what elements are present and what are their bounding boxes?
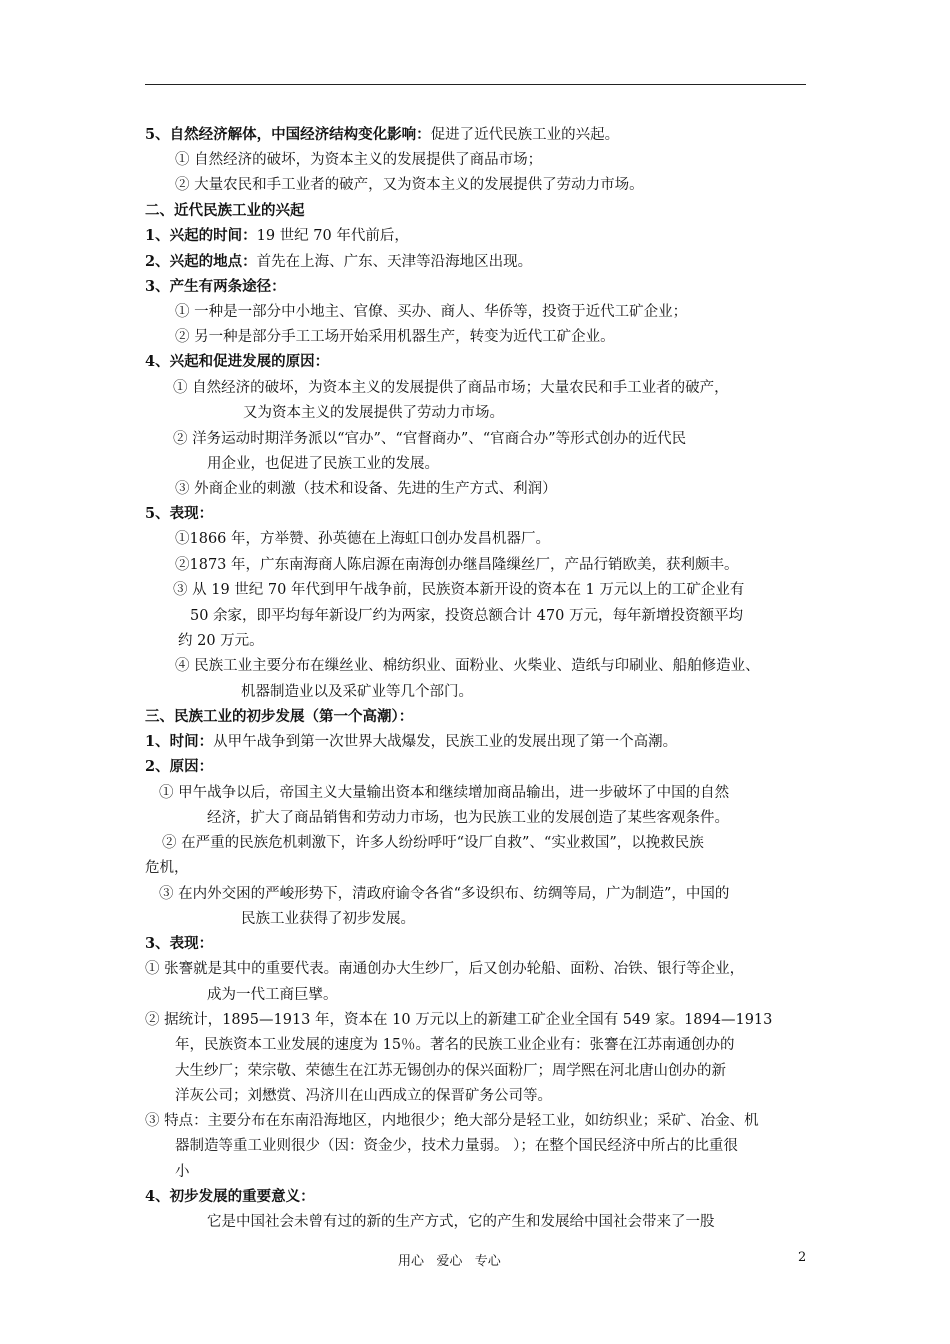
- heading-label: 三、民族工业的初步发展（第一个高潮）：: [145, 708, 414, 725]
- text-line: [175, 151, 542, 169]
- body-text: ① 自然经济的破坏，为资本主义的发展提供了商品市场；: [175, 152, 543, 168]
- body-text: 民族工业获得了初步发展。: [241, 911, 415, 927]
- text-line: [207, 986, 338, 1004]
- text-line: [207, 455, 439, 473]
- text-line: [175, 1062, 726, 1080]
- text-line: [178, 632, 264, 650]
- heading-label: 2、兴起的地点：: [145, 253, 257, 270]
- text-line: [145, 1112, 759, 1130]
- body-text: ② 在严重的民族危机刺激下，许多人纷纷呼吁“设厂自救”、“实业救国”，以挽救民族: [162, 835, 704, 851]
- heading-label: 3、产生有两条途径：: [145, 278, 286, 295]
- body-text: 50 余家，即平均每年新设厂约为两家，投资总额合计 470 万元，每年新增投资额平均: [190, 608, 743, 624]
- text-line: [175, 657, 760, 675]
- body-text: 经济，扩大了商品销售和劳动力市场，也为民族工业的发展创造了某些客观条件。: [207, 810, 729, 826]
- section-heading-line: [145, 708, 413, 726]
- section-heading-line: [145, 278, 286, 296]
- text-line: [145, 960, 744, 978]
- body-text: ① 一种是一部分中小地主、官僚、买办、商人、华侨等，投资于近代工矿企业；: [175, 304, 688, 320]
- body-text: 又为资本主义的发展提供了劳动力市场。: [243, 405, 504, 421]
- text-line: [159, 784, 729, 802]
- text-line: [145, 1011, 772, 1029]
- body-text: ① 自然经济的破坏，为资本主义的发展提供了商品市场；大量农民和手工业者的破产，: [173, 380, 729, 396]
- body-text: 19 世纪 70 年代前后，: [256, 228, 409, 244]
- text-line: [175, 556, 739, 574]
- text-line: [175, 480, 557, 498]
- text-line: [173, 379, 729, 397]
- body-text: 它是中国社会未曾有过的新的生产方式，它的产生和发展给中国社会带来了一股: [207, 1214, 715, 1230]
- heading-label: 二、近代民族工业的兴起: [145, 202, 305, 219]
- body-text: ③ 从 19 世纪 70 年代到甲午战争前，民族资本新开设的资本在 1 万元以上的工矿企业有: [173, 582, 745, 598]
- body-text: 大生纱厂；荣宗敬、荣德生在江苏无锡创办的保兴面粉厂；周学熙在河北唐山创办的新: [175, 1063, 726, 1079]
- body-text: 年，民族资本工业发展的速度为 15％。著名的民族工业企业有：张謇在江苏南通创办的: [175, 1037, 735, 1053]
- heading-label: 3、表现：: [145, 935, 214, 952]
- body-text: ②1873 年，广东南海商人陈启源在南海创办继昌隆缫丝厂，产品行销欧美，获利颇丰。: [175, 557, 739, 573]
- section-heading-line: [145, 935, 213, 953]
- body-text: ① 甲午战争以后，帝国主义大量输出资本和继续增加商品输出，进一步破坏了中国的自然: [159, 785, 730, 801]
- body-text: ② 另一种是部分手工工场开始采用机器生产，转变为近代工矿企业。: [175, 329, 615, 345]
- text-line: [175, 1137, 738, 1155]
- section-heading-line: [145, 733, 677, 751]
- page-number: 2: [798, 1250, 807, 1265]
- text-line: [241, 910, 415, 928]
- footer-motto: 用心 爱心 专心: [398, 1254, 501, 1269]
- section-heading-line: [145, 353, 329, 371]
- body-text: ② 洋务运动时期洋务派以“官办”、“官督商办”、“官商合办”等形式创办的近代民: [173, 431, 687, 447]
- body-text: 成为一代工商巨擘。: [207, 987, 338, 1003]
- body-text: ③ 在内外交困的严峻形势下，清政府谕令各省“多设织布、纺绸等局，广为制造”，中国的: [159, 886, 730, 902]
- heading-label: 1、兴起的时间：: [145, 227, 257, 244]
- body-text: ④ 民族工业主要分布在缫丝业、棉纺织业、面粉业、火柴业、造纸与印刷业、船舶修造业、: [175, 658, 760, 674]
- section-heading-line: [145, 202, 305, 220]
- text-line: [173, 581, 744, 599]
- body-text: ③ 特点：主要分布在东南沿海地区，内地很少；绝大部分是轻工业，如纺织业；采矿、冶金、机: [145, 1113, 759, 1129]
- section-heading-line: [145, 227, 409, 245]
- text-line: [175, 1163, 190, 1181]
- body-text: 从甲午战争到第一次世界大战爆发，民族工业的发展出现了第一个高潮。: [213, 734, 678, 750]
- text-line: [162, 834, 704, 852]
- body-text: 约 20 万元。: [178, 633, 264, 649]
- body-text: 器制造等重工业则很少（因：资金少，技术力量弱。 ）；在整个国民经济中所占的比重很: [175, 1138, 738, 1154]
- body-text: 用企业，也促进了民族工业的发展。: [207, 456, 439, 472]
- body-text: ① 张謇就是其中的重要代表。南通创办大生纱厂，后又创办轮船、面粉、冶铁、银行等企业，: [145, 961, 745, 977]
- text-line: [207, 809, 729, 827]
- body-text: 洋灰公司；刘懋赏、冯济川在山西成立的保晋矿务公司等。: [175, 1088, 552, 1104]
- body-text: 首先在上海、广东、天津等沿海地区出现。: [256, 254, 533, 270]
- text-line: [207, 1213, 715, 1231]
- text-line: [190, 607, 743, 625]
- section-heading-line: [145, 758, 213, 776]
- body-text: 小: [175, 1164, 190, 1180]
- text-line: [145, 859, 189, 877]
- heading-label: 4、初步发展的重要意义：: [145, 1188, 315, 1205]
- text-line: [175, 176, 644, 194]
- body-text: 机器制造业以及采矿业等几个部门。: [241, 684, 473, 700]
- body-text: 危机，: [145, 860, 189, 876]
- body-text: ② 据统计，1895—1913 年，资本在 10 万元以上的新建工矿企业全国有 549 家。1894—1913: [145, 1012, 773, 1028]
- heading-label: 2、原因：: [145, 758, 214, 775]
- text-line: [159, 885, 729, 903]
- text-line: [175, 328, 615, 346]
- heading-label: 1、时间：: [145, 733, 214, 750]
- text-line: [175, 1036, 735, 1054]
- heading-label: 5、自然经济解体，中国经济结构变化影响：: [145, 126, 431, 143]
- text-line: [175, 1087, 552, 1105]
- body-text: 促进了近代民族工业的兴起。: [430, 127, 620, 143]
- text-line: [173, 430, 686, 448]
- text-line: [243, 404, 504, 422]
- text-line: [241, 683, 473, 701]
- text-line: [175, 303, 687, 321]
- section-heading-line: [145, 505, 213, 523]
- section-heading-line: [145, 253, 532, 271]
- body-text: ③ 外商企业的刺激（技术和设备、先进的生产方式、利润）: [175, 481, 557, 497]
- heading-label: 5、表现：: [145, 505, 214, 522]
- heading-label: 4、兴起和促进发展的原因：: [145, 353, 330, 370]
- body-text: ② 大量农民和手工业者的破产，又为资本主义的发展提供了劳动力市场。: [175, 177, 644, 193]
- text-line: [175, 530, 550, 548]
- section-heading-line: [145, 126, 619, 144]
- section-heading-line: [145, 1188, 315, 1206]
- header-rule: [145, 84, 806, 85]
- body-text: ①1866 年，方举赞、孙英德在上海虹口创办发昌机器厂。: [175, 531, 551, 547]
